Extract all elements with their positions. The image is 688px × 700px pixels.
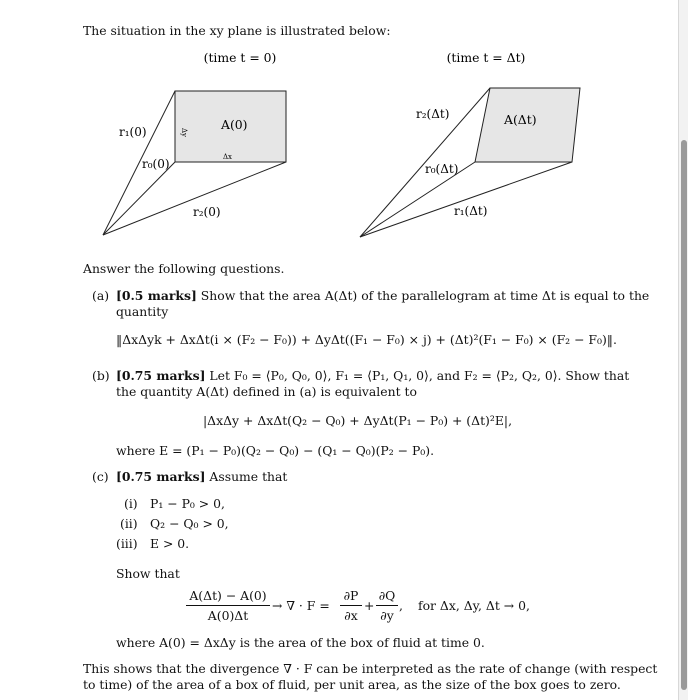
fraction-dp-dx-numerator: ∂P xyxy=(343,588,359,603)
part-c-show: Show that xyxy=(116,566,180,581)
figure xyxy=(0,0,688,255)
part-a-text1: Show that the area A(Δt) of the parallelogram at time Δt is equal to the xyxy=(200,288,650,303)
vector-r0-0 xyxy=(103,162,175,235)
part-b-text2: the quantity A(Δt) defined in (a) is equivalent to xyxy=(116,384,417,399)
part-b-text-line1 xyxy=(116,368,629,383)
fraction-bar xyxy=(340,605,362,606)
caption-right: (time t = Δt) xyxy=(446,50,526,65)
fraction-area-change-denominator: A(0)Δt xyxy=(207,608,249,623)
part-c-item-3-expr: E > 0. xyxy=(150,536,190,551)
vector-r2-0 xyxy=(103,162,286,235)
label-dx: Δx xyxy=(223,153,233,161)
part-c-where: where A(0) = ΔxΔy is the area of the box of fluid at time 0. xyxy=(116,635,485,650)
part-c-marks: [0.75 marks] xyxy=(116,469,206,484)
part-c-text-line1 xyxy=(116,469,287,484)
part-c-label: (c) xyxy=(92,469,109,484)
fraction-area-change xyxy=(186,588,270,623)
fraction-bar xyxy=(186,605,270,606)
figure-left xyxy=(103,50,286,235)
part-a-marks: [0.5 marks] xyxy=(116,288,197,303)
label-r1-0: r₁(0) xyxy=(119,125,147,139)
label-r1-dt: r₁(Δt) xyxy=(454,204,488,218)
label-r0-dt: r₀(Δt) xyxy=(425,162,459,176)
label-r0-0: r₀(0) xyxy=(142,157,170,171)
part-c-text1: Assume that xyxy=(209,469,288,484)
plus-sign: + xyxy=(364,598,375,613)
vector-r1-dt xyxy=(360,162,572,237)
part-b-where: where E = (P₁ − P₀)(Q₂ − Q₀) − (Q₁ − Q₀)(P₂ − P₀). xyxy=(116,443,435,458)
part-c-item-3-num: (iii) xyxy=(116,536,138,551)
fraction-dq-dy-denominator: ∂y xyxy=(380,608,394,623)
part-a-text-line1 xyxy=(116,288,649,303)
part-c-item-1-num: (i) xyxy=(124,496,138,511)
part-c-item-1-expr: P₁ − P₀ > 0, xyxy=(150,496,225,511)
fraction-area-change-numerator: A(Δt) − A(0) xyxy=(189,588,267,603)
part-c-item-2-expr: Q₂ − Q₀ > 0, xyxy=(150,516,229,531)
fraction-dp-dx-denominator: ∂x xyxy=(344,608,358,623)
part-b-label: (b) xyxy=(92,368,110,383)
label-area-dt: A(Δt) xyxy=(504,112,537,127)
part-b-formula: |ΔxΔy + ΔxΔt(Q₂ − Q₀) + ΔyΔt(P₁ − P₀) + (Δt)²E|, xyxy=(203,413,513,428)
conclusion-line2: to time) of the area of a box of fluid, per unit area, as the size of the box goes to zero. xyxy=(83,677,621,692)
part-a-text2: quantity xyxy=(116,304,169,319)
fraction-dq-dy-numerator: ∂Q xyxy=(378,588,396,603)
formula-comma: , xyxy=(399,598,403,613)
figure-right xyxy=(360,50,580,237)
conclusion-line1: This shows that the divergence ∇ · F can be interpreted as the rate of change (with respect xyxy=(83,661,658,676)
limit-condition: for Δx, Δy, Δt → 0, xyxy=(418,598,530,613)
part-b-text1: Let F₀ = ⟨P₀, Q₀, 0⟩, F₁ = ⟨P₁, Q₁, 0⟩, and F₂ = ⟨P₂, Q₂, 0⟩. Show that xyxy=(209,368,630,383)
divergence-arrow: → ∇ · F = xyxy=(272,598,330,613)
part-a-label: (a) xyxy=(92,288,110,303)
label-r2-dt: r₂(Δt) xyxy=(416,107,450,121)
fraction-dp-dx xyxy=(340,588,362,623)
label-area-0: A(0) xyxy=(221,117,248,132)
caption-left: (time t = 0) xyxy=(203,50,277,65)
part-a-formula: ‖ΔxΔyk + ΔxΔt(i × (F₂ − F₀)) + ΔyΔt((F₁ − F₀) × j) + (Δt)²(F₁ − F₀) × (F₂ − F₀)‖. xyxy=(116,332,617,347)
fraction-dq-dy xyxy=(376,588,398,623)
part-c-item-2-num: (ii) xyxy=(120,516,138,531)
intro-text: The situation in the xy plane is illustrated below: xyxy=(83,23,391,38)
answer-heading: Answer the following questions. xyxy=(83,261,285,276)
label-r2-0: r₂(0) xyxy=(193,205,221,219)
fraction-bar xyxy=(376,605,398,606)
label-dy: Δy xyxy=(180,128,188,138)
part-b-marks: [0.75 marks] xyxy=(116,368,206,383)
